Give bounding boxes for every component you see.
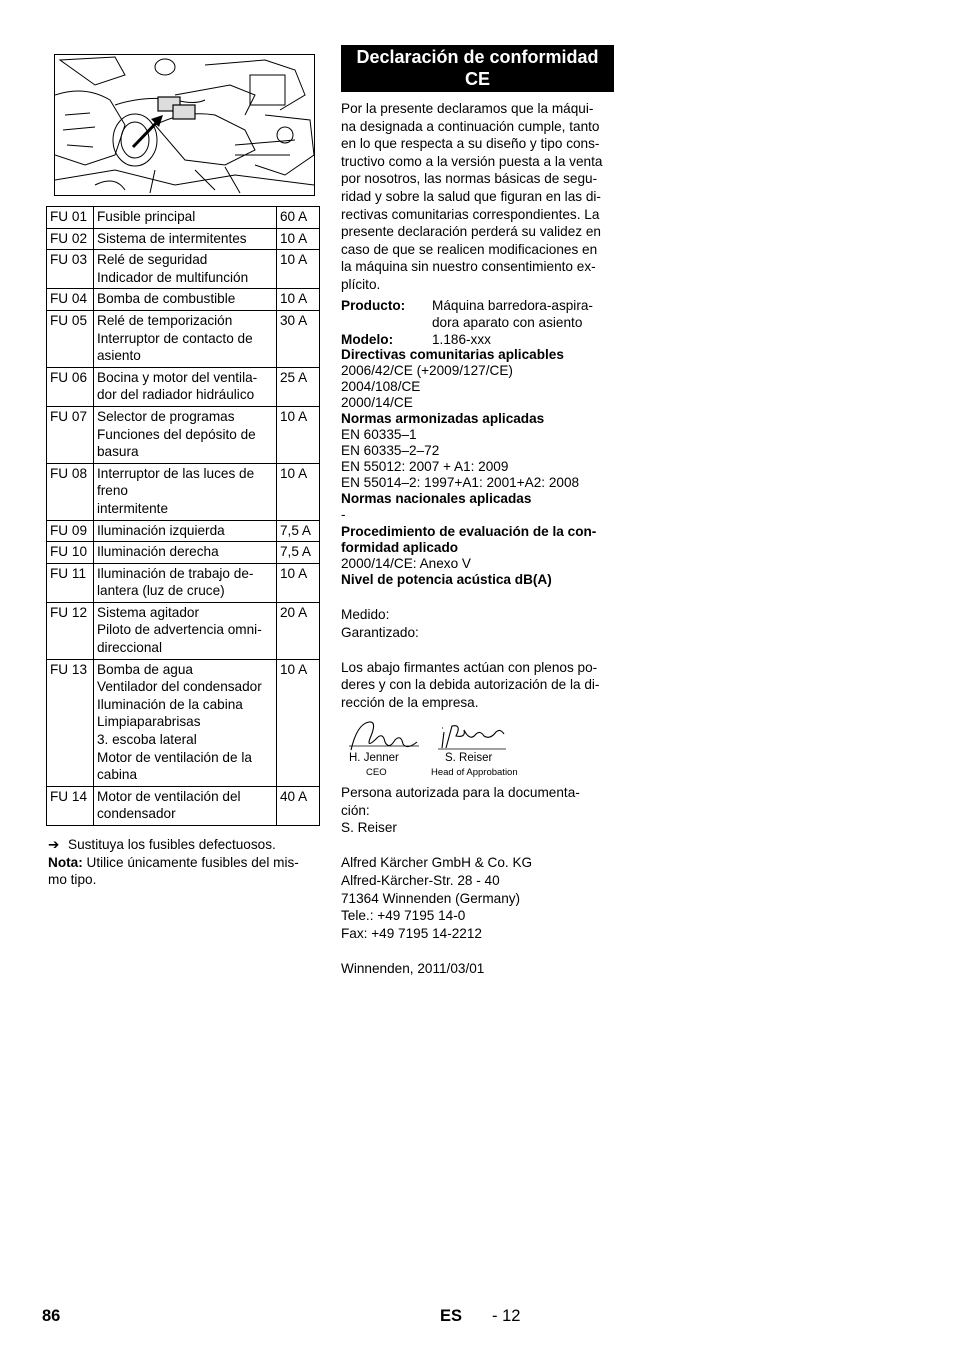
- fuse-function: [94, 659, 277, 786]
- norma-item: EN 60335–2–72: [341, 442, 440, 458]
- producto-label: Producto:: [341, 297, 406, 313]
- fuse-function-line: Selector de programas: [97, 408, 235, 424]
- fuse-id: FU 02: [47, 228, 94, 250]
- fuse-id: FU 04: [47, 289, 94, 311]
- modelo-row: [341, 332, 616, 347]
- intro-line: en lo que respecta a su diseño y tipo cons-: [341, 136, 600, 152]
- fuse-rating: 30 A: [277, 310, 320, 367]
- fuse-function-line: lantera (luz de cruce): [97, 583, 225, 599]
- procedimiento-label-2: formidad aplicado: [341, 540, 459, 556]
- fuse-rating: 25 A: [277, 367, 320, 406]
- procedimiento-label-1: Procedimiento de evaluación de la con-: [341, 523, 597, 539]
- fuse-function: [94, 228, 277, 250]
- fuse-id: FU 14: [47, 786, 94, 825]
- fuse-row: [47, 406, 320, 463]
- fuse-row: [47, 659, 320, 786]
- fuse-id: FU 10: [47, 542, 94, 564]
- persona-line: Persona autorizada para la documenta-: [341, 785, 580, 800]
- fuse-function-line: intermitente: [97, 500, 169, 516]
- fuse-function: [94, 602, 277, 659]
- fuse-function-line: Indicador de multifunción: [97, 269, 249, 285]
- fuse-function-line: Iluminación derecha: [97, 544, 219, 560]
- company-line: Alfred Kärcher GmbH & Co. KG: [341, 855, 533, 871]
- fuse-function-line: Sistema agitador: [97, 604, 200, 620]
- signatures-block: [341, 716, 541, 778]
- fuse-id: FU 07: [47, 406, 94, 463]
- fuse-function-line: Iluminación de la cabina: [97, 696, 243, 712]
- fuse-function-line: Bomba de agua: [97, 661, 193, 677]
- fuse-function-line: Relé de temporización: [97, 312, 233, 328]
- intro-line: ridad y sobre la salud que figuran en las di-: [341, 188, 601, 204]
- company-line: Tele.: +49 7195 14-0: [341, 908, 466, 924]
- fuse-function: [94, 463, 277, 520]
- norma-item: EN 55012: 2007 + A1: 2009: [341, 458, 509, 474]
- fuse-row: [47, 289, 320, 311]
- fuse-table: [46, 206, 320, 826]
- fuse-rating: 20 A: [277, 602, 320, 659]
- nota-text-2: mo tipo.: [48, 872, 97, 888]
- fuse-function: [94, 289, 277, 311]
- fuse-notes: [48, 836, 320, 889]
- normas-nacionales-value: -: [341, 506, 346, 522]
- signer-title: Head of Approbation: [431, 767, 518, 778]
- fuse-function-line: Fusible principal: [97, 209, 196, 224]
- fuse-id: FU 05: [47, 310, 94, 367]
- fuse-function-line: Interruptor de las luces de: [97, 465, 255, 481]
- intro-line: caso de que se realicen modificaciones en: [341, 241, 598, 257]
- fuse-function-line: Relé de seguridad: [97, 252, 208, 268]
- heading-line-2: CE: [464, 69, 490, 89]
- procedimiento-value: 2000/14/CE: Anexo V: [341, 556, 471, 572]
- fuse-rating: 40 A: [277, 786, 320, 825]
- intro-line: presente declaración perderá su validez en: [341, 224, 601, 240]
- fuse-row: [47, 207, 320, 229]
- modelo-value: 1.186-xxx: [432, 331, 491, 347]
- firmantes-line: deres y con la debida autorización de la di-: [341, 677, 600, 693]
- fuse-function-line: Iluminación de trabajo de-: [97, 565, 254, 581]
- fusebox-illustration: [54, 54, 315, 196]
- fuse-row: [47, 520, 320, 542]
- fuse-function: [94, 520, 277, 542]
- fuse-function-line: Iluminación izquierda: [97, 522, 225, 538]
- producto-line: dora aparato con asiento: [432, 315, 583, 331]
- company-line: 71364 Winnenden (Germany): [341, 890, 521, 906]
- normas-armonizadas-label: Normas armonizadas aplicadas: [341, 410, 545, 426]
- intro-line: la máquina sin nuestro consentimiento ex-: [341, 259, 596, 275]
- nota: [48, 854, 320, 872]
- intro-line: rectivas comunitarias correspondientes. La: [341, 206, 600, 222]
- fuse-row: [47, 786, 320, 825]
- fuse-function: [94, 563, 277, 602]
- normas-nacionales-label: Normas nacionales aplicadas: [341, 490, 532, 506]
- fuse-function-line: freno: [97, 483, 128, 499]
- garantizado-label: Garantizado:: [341, 624, 419, 640]
- arrow-right-icon: ➔: [48, 837, 60, 852]
- fuse-id: FU 12: [47, 602, 94, 659]
- company-line: Alfred-Kärcher-Str. 28 - 40: [341, 872, 500, 888]
- fuse-rating: 7,5 A: [277, 542, 320, 564]
- fuse-function: [94, 786, 277, 825]
- fuse-function-line: Sistema de intermitentes: [97, 230, 247, 246]
- section-page-number: - 12: [492, 1307, 521, 1325]
- fuse-rating: 10 A: [277, 406, 320, 463]
- fuse-id: FU 13: [47, 659, 94, 786]
- medido-label: Medido:: [341, 606, 390, 622]
- replace-step: [48, 836, 320, 854]
- fuse-function-line: Motor de ventilación del: [97, 788, 241, 804]
- fuse-function-line: dor del radiador hidráulico: [97, 387, 255, 403]
- fuse-function-line: Limpiaparabrisas: [97, 714, 201, 730]
- fuse-id: FU 09: [47, 520, 94, 542]
- fuse-rating: 10 A: [277, 228, 320, 250]
- intro-line: Por la presente declaramos que la máqui-: [341, 101, 594, 116]
- fuse-function-line: Piloto de advertencia omni-: [97, 622, 262, 638]
- producto-value: [432, 297, 616, 332]
- fuse-row: [47, 602, 320, 659]
- replace-step-text: Sustituya los fusibles defectuosos.: [68, 837, 276, 852]
- fuse-rating: 7,5 A: [277, 520, 320, 542]
- fuse-row: [47, 250, 320, 289]
- firmantes-line: rección de la empresa.: [341, 694, 479, 710]
- producto-row: [341, 297, 616, 332]
- producto-line: Máquina barredora-aspira-: [432, 297, 593, 313]
- firmantes-line: Los abajo firmantes actúan con plenos po-: [341, 659, 598, 675]
- fuse-rating: 10 A: [277, 463, 320, 520]
- page-number: 86: [42, 1307, 61, 1325]
- fuse-row: [47, 367, 320, 406]
- fuse-function-line: Bocina y motor del ventila-: [97, 369, 258, 385]
- fuse-row: [47, 310, 320, 367]
- persona-line: S. Reiser: [341, 820, 397, 836]
- fuse-id: FU 06: [47, 367, 94, 406]
- fuse-function-line: cabina: [97, 767, 138, 783]
- fuse-function-line: Ventilador del condensador: [97, 679, 262, 695]
- fuse-row: [47, 463, 320, 520]
- fuse-rating: 60 A: [277, 207, 320, 229]
- fuse-rating: 10 A: [277, 289, 320, 311]
- norma-item: EN 55014–2: 1997+A1: 2001+A2: 2008: [341, 474, 580, 490]
- fuse-function: [94, 542, 277, 564]
- fuse-rating: 10 A: [277, 659, 320, 786]
- nota-text-1: Utilice únicamente fusibles del mis-: [82, 854, 299, 870]
- fuse-function: [94, 207, 277, 229]
- fuse-row: [47, 228, 320, 250]
- signer-title: CEO: [366, 767, 387, 778]
- fuse-row: [47, 563, 320, 602]
- fuse-rating: 10 A: [277, 563, 320, 602]
- engine-fusebox-icon: [55, 55, 314, 195]
- fuse-function-line: Funciones del depósito de: [97, 426, 256, 442]
- signature-reiser-icon: [438, 722, 510, 752]
- declaration-body: [341, 100, 616, 711]
- heading-line-1: Declaración de conformidad: [356, 47, 599, 67]
- nivel-label: Nivel de potencia acústica dB(A): [341, 572, 552, 588]
- directiva-item: 2006/42/CE (+2009/127/CE): [341, 362, 513, 378]
- fuse-function: [94, 367, 277, 406]
- signer-name: H. Jenner: [349, 752, 399, 764]
- modelo-label: Modelo:: [341, 331, 394, 347]
- signer-name: S. Reiser: [445, 752, 493, 764]
- fuse-function-line: Motor de ventilación de la: [97, 749, 252, 765]
- fuse-function-line: basura: [97, 444, 139, 460]
- intro-line: por nosotros, las normas básicas de segu-: [341, 171, 598, 187]
- intro-paragraph: [341, 100, 616, 294]
- norma-item: EN 60335–1: [341, 426, 417, 442]
- fuse-function-line: asiento: [97, 348, 141, 364]
- intro-line: plícito.: [341, 276, 381, 292]
- intro-line: na designada a continuación cumple, tanto: [341, 118, 600, 134]
- fuse-id: FU 01: [47, 207, 94, 229]
- fuse-function-line: direccional: [97, 640, 162, 656]
- fuse-id: FU 11: [47, 563, 94, 602]
- directiva-item: 2004/108/CE: [341, 378, 421, 394]
- directivas-label: Directivas comunitarias aplicables: [341, 346, 564, 362]
- fuse-id: FU 03: [47, 250, 94, 289]
- section-heading: [341, 45, 614, 92]
- place-date: Winnenden, 2011/03/01: [341, 960, 485, 976]
- fuse-id: FU 08: [47, 463, 94, 520]
- contact-block: [341, 784, 616, 978]
- intro-line: tructivo como a la versión puesta a la venta: [341, 153, 603, 169]
- fuse-function-line: 3. escoba lateral: [97, 732, 197, 748]
- fuse-function-line: Bomba de combustible: [97, 291, 236, 307]
- company-line: Fax: +49 7195 14-2212: [341, 925, 482, 941]
- persona-line: ción:: [341, 802, 370, 818]
- directiva-item: 2000/14/CE: [341, 394, 413, 410]
- fuse-function-line: Interruptor de contacto de: [97, 330, 253, 346]
- signature-jenner-icon: [347, 716, 422, 754]
- nota-label: Nota:: [48, 854, 83, 870]
- fuse-row: [47, 542, 320, 564]
- language-code: ES: [440, 1307, 463, 1325]
- fuse-function: [94, 250, 277, 289]
- fuse-rating: 10 A: [277, 250, 320, 289]
- fuse-function: [94, 310, 277, 367]
- fuse-function-line: condensador: [97, 806, 176, 822]
- fuse-function: [94, 406, 277, 463]
